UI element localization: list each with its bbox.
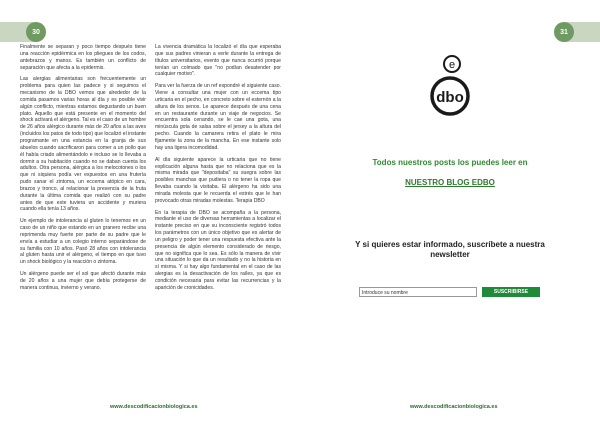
- paragraph: Para ver la fuerza de un ref expondré el siguiente caso. Viene a consultar una mujer con un eccema tipo urticaria en el pecho, en concreto sobre el esternón a la altura de los senos. Le aparece después de una cena en un restaurante durante un viaje de negocios. Se encuentra sola cenando, se le cae una gota, una minúscula gota de salsa sobre el jersey a la altura del pecho. Cuando la camarera retira el plato le mira fijamente la zona de la mancha. En ese instante solo hay una ligera incomodidad.: [155, 83, 281, 151]
- paragraph: La vivencia dramática la localizó el día que esperaba que sus padres vinieran a verle durante la entrega de títulos universitarios, evento que nunca ocurrió porque tenían un colmado que "no podían desatender por cualquier motivo".: [155, 44, 281, 78]
- logo-dbo-letters: dbo: [436, 89, 464, 106]
- subscribe-button[interactable]: SUSCRIBIRSE: [482, 287, 540, 297]
- paragraph: Finalmente se separan y poco tiempo después tiene una reacción epidérmica en los pliegues de los codos, antebrazos y manos. Es también un conflicto de separación que afecta a la epidermis.: [20, 44, 146, 71]
- left-column-2: [155, 44, 281, 297]
- right-page: [300, 0, 600, 424]
- posts-text: Todos nuestros posts los puedes leer en: [372, 158, 528, 167]
- email-input[interactable]: Introduce su nombre: [359, 287, 477, 297]
- edbo-logo: [426, 52, 474, 120]
- paragraph: En la terapia de DBO se acompaña a la persona, mediante el uso de diversas herramientas a localizar el instante preciso en que su inconsciente registró todos los parámetros con un único objetivo que es alertar de un peligro y poder tener una respuesta efectiva ante la presencia de algún elemento considerado de riesgo, que no significa que lo sea. Es sólo la manera de vivir una situación lo que da un resultado y no la historia en sí misma. Y si hay algo fundamental en el caso de las alergias es la desactivación de los raíles, ya que es condición necesaria para evitar las recurrencias y la aparición de cronicidades.: [155, 209, 281, 291]
- logo-e-letter: e: [448, 59, 456, 71]
- page-number-right: 31: [554, 22, 574, 42]
- paragraph: Un ejemplo de intolerancia al gluten lo tenemos en un caso de un niño que estando en un granero recibe una reprimenda muy fuerte por parte de su padre que le envía a estudiar a un colegio interno separándose de su familia con 10 años. Pasó 28 años con intolerancia al gluten hasta unir el alérgeno, el tiempo en que tuvo un shock biológico y la reacción o zintoma.: [20, 218, 146, 266]
- newsletter-text: Y si quieres estar informado, suscríbete a nuestra newsletter: [355, 240, 545, 259]
- footer-url-left[interactable]: www.descodificacionbiologica.es: [110, 404, 198, 410]
- left-column-1: [20, 44, 146, 297]
- paragraph: Un alérgeno puede ser el sol que afectó durante más de 20 años a una mujer que debía protegerse de manera continua, invierno y verano.: [20, 271, 146, 291]
- footer-url-right[interactable]: www.descodificacionbiologica.es: [410, 404, 498, 410]
- paragraph: Al día siguiente aparece la urticaria que no tiene explicación alguna hasta que no relaciona que es la misma mirada que "depositaba" su suegra sobre las posibles manchas que pudiera o no tener la ropa que llevaba cuando la visitaba. El alérgeno ha sido una mirada molesta que le recuerda el estrés que le han provocado otras miradas molestas. Terapia DBO: [155, 156, 281, 204]
- paragraph: Las alergias alimentarias son frecuentemente un problema para quien las padece y si seguimos el mecanismo de la DBO vemos que alrededor de la comida pasamos varias horas al día y es posible vivir algún conflicto, mientras estamos degustando un buen plato. Aquello que está presente en el momento del shock activará el alérgeno. Tal es el caso de un hombre de 26 años alérgico durante más de 20 años a las aves (incluidos los patos de todo tipo) que localizó el instante programante en una estancia en la granja de sus abuelos cuando sacrificaron para comer a un pollo que él había criado alimentándolo e incluso se lo llevaba a dormir a su habitación cuando no se daban cuenta los adultos. Otra persona, alérgica a los melocotones o los que ni siquiera podía ver expuestos en una frutería pudo sanar el zintoma, un eccema atópico en cara, brazos y tronco, al relacionar la presencia de la fruta durante la última comida que realizó con su padre antes de que este tuviera un accidente y muriera cuando ella tenía 13 años.: [20, 76, 147, 213]
- page-number-left: 30: [26, 22, 46, 42]
- blog-link[interactable]: NUESTRO BLOG EDBO: [405, 178, 495, 187]
